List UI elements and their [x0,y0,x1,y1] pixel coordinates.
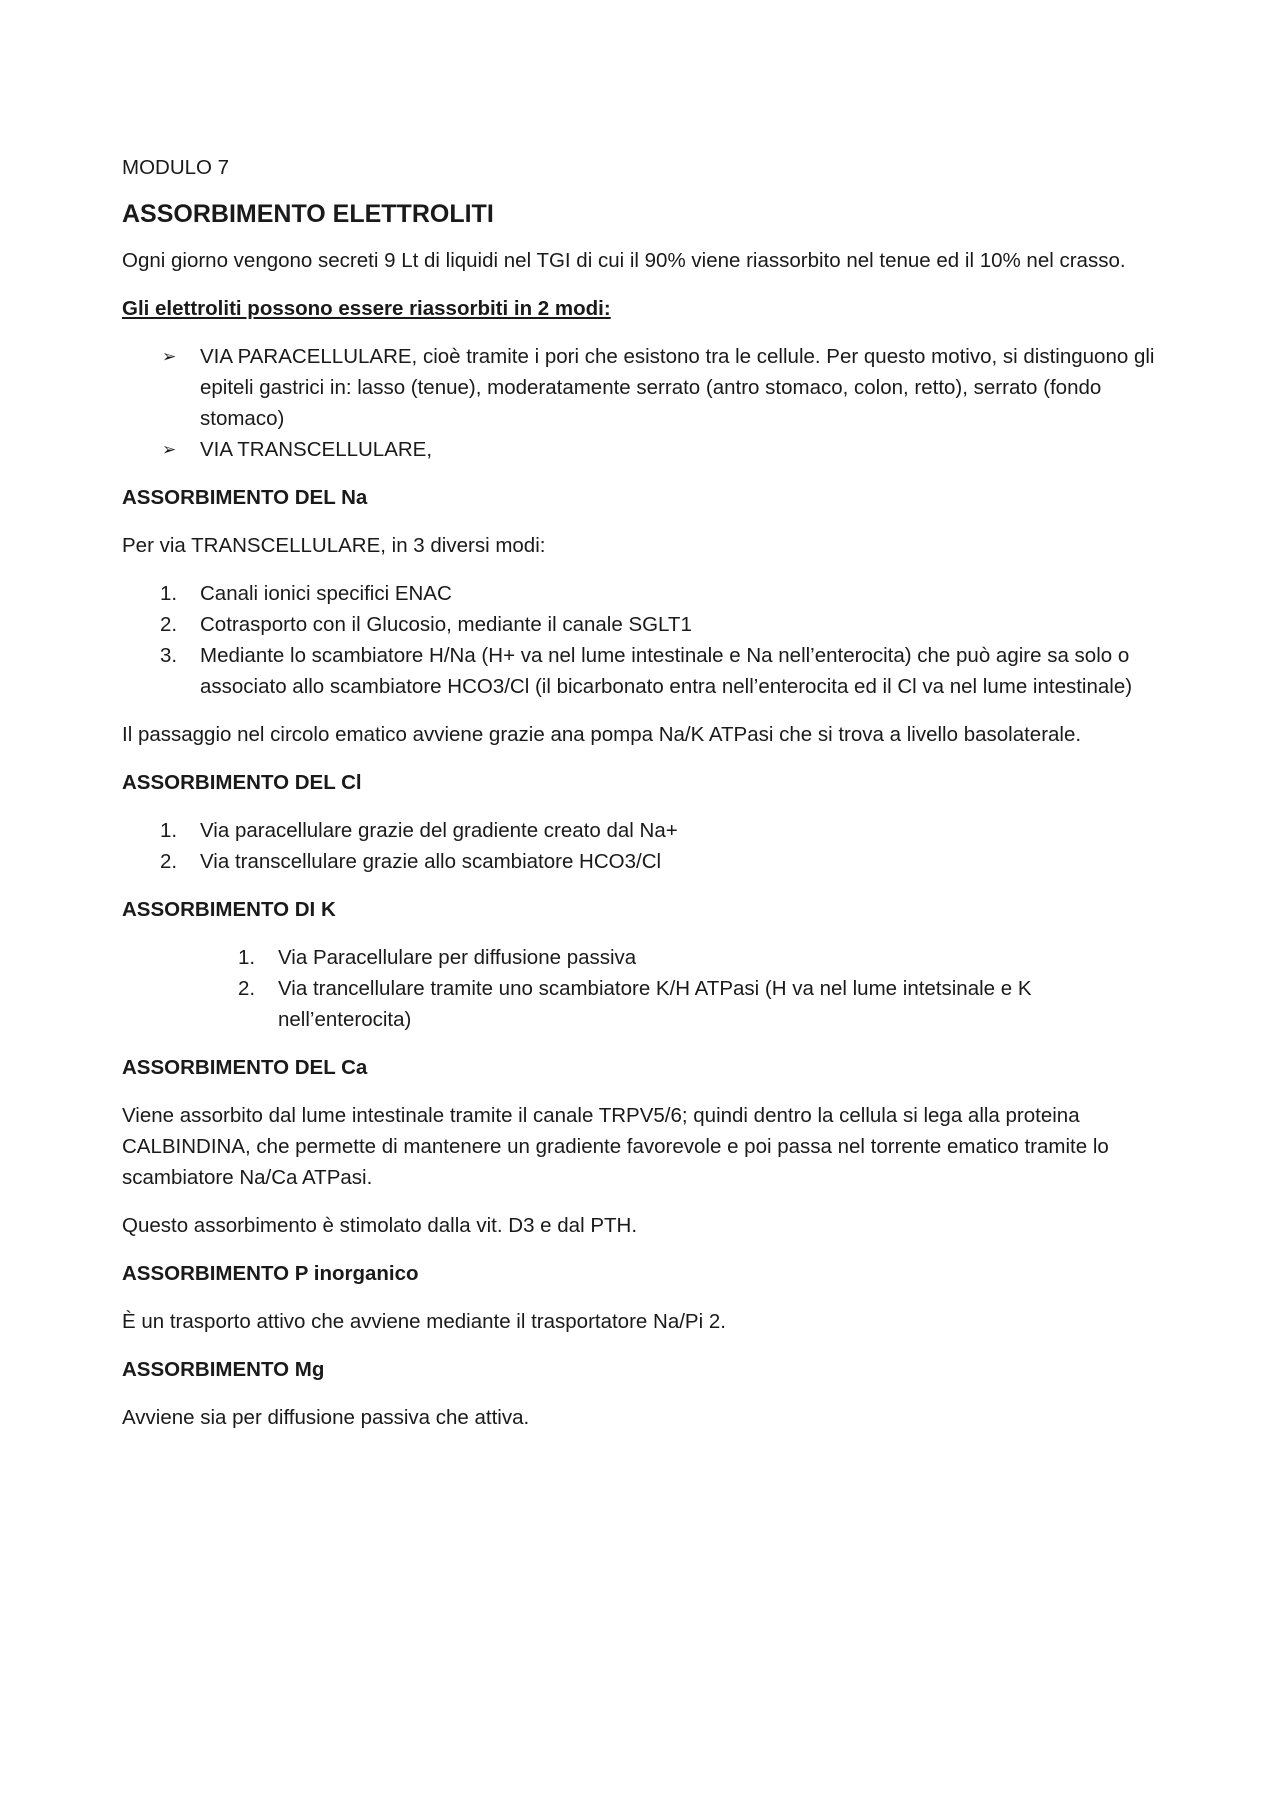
list-number: 2. [160,613,178,636]
list-item-text: VIA PARACELLULARE, cioè tramite i pori che esistono tra le cellule. Per questo motivo, si distinguono gli epiteli gastrici in: lasso (tenue), moderatamente serrato (antro stomaco, colon, retto), serrato (fondo stomaco) [200,345,1155,430]
k-list [122,942,1162,1035]
cl-list [122,815,1162,877]
list-number: 1. [160,582,178,605]
section-heading-k: ASSORBIMENTO DI K [122,898,336,921]
list-item [122,434,1162,465]
section-heading-ca: ASSORBIMENTO DEL Ca [122,1056,368,1079]
list-item [122,973,1162,1035]
list-item-text: Via Paracellulare per diffusione passiva [278,946,637,969]
na-intro: Per via TRANSCELLULARE, in 3 diversi modi: [122,534,546,557]
list-item-text: VIA TRANSCELLULARE, [200,438,433,461]
arrow-bullet-icon: ➢ [162,440,177,459]
list-item [122,815,1162,846]
list-item [122,609,1162,640]
list-number: 2. [238,977,256,1000]
list-number: 1. [238,946,256,969]
list-item [122,942,1162,973]
list-item-text: Mediante lo scambiatore H/Na (H+ va nel lume intestinale e Na nell’enterocita) che può agire sa solo o associato allo scambiatore HCO3/Cl (il bicarbonato entra nell’enterocita ed il Cl va nel lume intestinale) [200,644,1133,698]
list-item-text: Via trancellulare tramite uno scambiatore K/H ATPasi (H va nel lume intetsinale e K nell’enterocita) [278,977,1032,1031]
section-heading-na: ASSORBIMENTO DEL Na [122,486,368,509]
modes-list [122,341,1162,465]
list-item-text: Via transcellulare grazie allo scambiatore HCO3/Cl [200,850,662,873]
list-item [122,578,1162,609]
module-label: MODULO 7 [122,156,230,179]
section-heading-cl: ASSORBIMENTO DEL Cl [122,771,362,794]
list-number: 2. [160,850,178,873]
p-paragraph: È un trasporto attivo che avviene mediante il trasportatore Na/Pi 2. [122,1310,726,1333]
list-item-text: Cotrasporto con il Glucosio, mediante il canale SGLT1 [200,613,692,636]
na-list [122,578,1162,702]
list-item [122,640,1162,702]
ca-paragraph-2: Questo assorbimento è stimolato dalla vit. D3 e dal PTH. [122,1214,638,1237]
section-heading-mg: ASSORBIMENTO Mg [122,1358,325,1381]
list-item [122,846,1162,877]
list-item-text: Via paracellulare grazie del gradiente creato dal Na+ [200,819,678,842]
mg-paragraph: Avviene sia per diffusione passiva che attiva. [122,1406,530,1429]
list-item [122,341,1162,434]
section-heading-p: ASSORBIMENTO P inorganico [122,1262,419,1285]
na-outro: Il passaggio nel circolo ematico avviene grazie ana pompa Na/K ATPasi che si trova a livello basolaterale. [122,723,1082,746]
list-number: 3. [160,644,178,667]
list-number: 1. [160,819,178,842]
ca-paragraph-1: Viene assorbito dal lume intestinale tramite il canale TRPV5/6; quindi dentro la cellula si lega alla proteina CALBINDINA, che permette di mantenere un gradiente favorevole e poi passa nel torrente ematico tramite lo scambiatore Na/Ca ATPasi. [122,1104,1109,1189]
document-page [122,152,1162,1450]
page-title: ASSORBIMENTO ELETTROLITI [122,200,494,228]
list-item-text: Canali ionici specifici ENAC [200,582,452,605]
modes-heading: Gli elettroliti possono essere riassorbiti in 2 modi: [122,297,611,320]
arrow-bullet-icon: ➢ [162,347,177,366]
intro-paragraph: Ogni giorno vengono secreti 9 Lt di liquidi nel TGI di cui il 90% viene riassorbito nel tenue ed il 10% nel crasso. [122,249,1126,272]
